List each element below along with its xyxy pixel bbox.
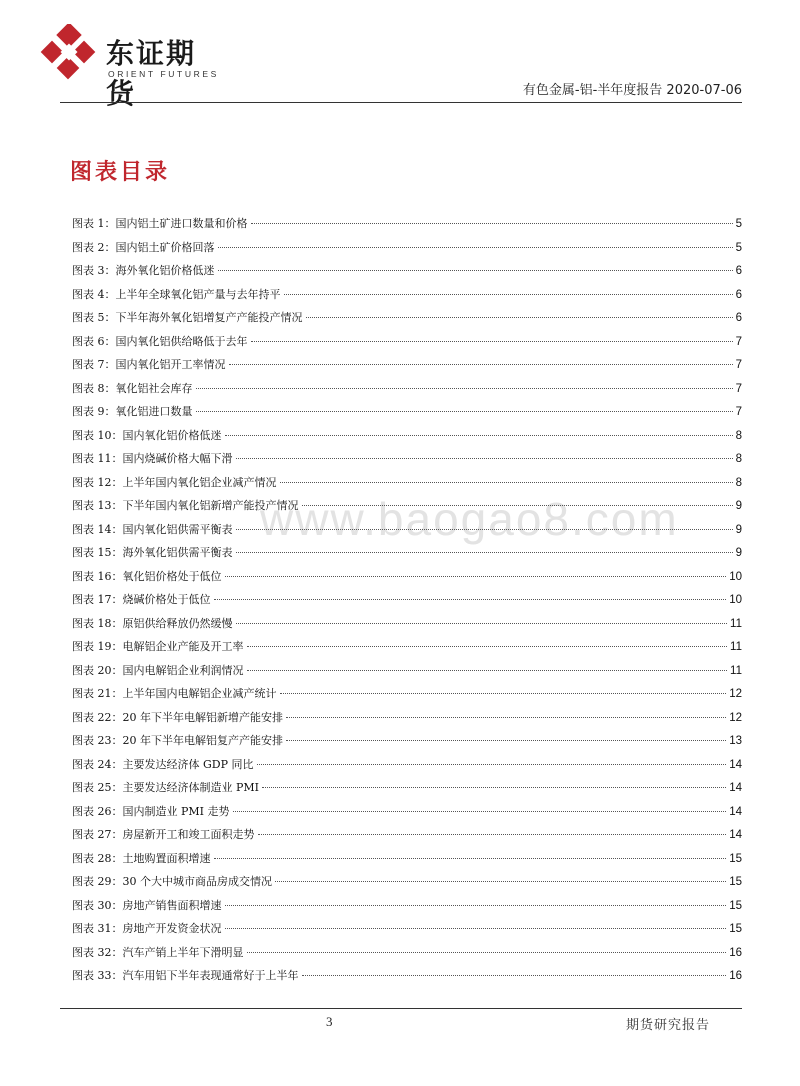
toc-entry[interactable]: [72, 873, 742, 897]
logo-english-name: ORIENT FUTURES: [108, 69, 219, 79]
toc-entry[interactable]: [72, 262, 742, 286]
toc-entry-page[interactable]: 12: [729, 711, 742, 724]
toc-entry[interactable]: [72, 474, 742, 498]
toc-dot-leader: [280, 482, 733, 483]
toc-entry-page[interactable]: 15: [729, 852, 742, 865]
toc-entry[interactable]: [72, 779, 742, 803]
toc-entry[interactable]: [72, 215, 742, 239]
toc-entry-page[interactable]: 5: [735, 218, 742, 230]
toc-dot-leader: [284, 294, 733, 295]
footer-divider: [60, 1008, 742, 1009]
footer-tag: 期货研究报告: [625, 1018, 710, 1033]
toc-entry-page[interactable]: 12: [729, 688, 742, 700]
toc-entry-page[interactable]: 10: [729, 594, 742, 606]
toc-entry[interactable]: [72, 239, 742, 263]
toc-entry[interactable]: [72, 591, 742, 615]
toc-entry[interactable]: [72, 380, 742, 404]
toc-entry-label[interactable]: 图表 21：上半年国内电解铝企业减产统计: [72, 687, 277, 700]
toc-dot-leader: [286, 740, 726, 741]
toc-dot-leader: [218, 247, 733, 248]
toc-entry-page[interactable]: 6: [735, 288, 742, 301]
toc-entry-label[interactable]: 图表 10：国内氧化铝价格低迷: [72, 428, 222, 442]
toc-entry-label[interactable]: 图表 5：下半年海外氧化铝增复产产能投产情况: [72, 311, 303, 324]
toc-entry-page[interactable]: 11: [730, 617, 742, 630]
toc-entry-label[interactable]: 图表 1：国内铝土矿进口数量和价格: [72, 217, 248, 230]
toc-entry-page[interactable]: 7: [735, 382, 742, 395]
toc-entry-page[interactable]: 8: [735, 429, 742, 442]
toc-entry-page[interactable]: 11: [730, 641, 742, 653]
toc-dot-leader: [214, 599, 727, 600]
toc-entry[interactable]: [72, 850, 742, 874]
toc-entry-label[interactable]: 图表 22：20 年下半年电解铝新增产能安排: [72, 710, 283, 724]
toc-entry-label[interactable]: 图表 24：主要发达经济体 GDP 同比: [72, 757, 254, 771]
toc-entry-label[interactable]: 图表 9：氧化铝进口数量: [72, 405, 193, 418]
toc-dot-leader: [225, 435, 733, 436]
table-of-figures: [72, 215, 742, 991]
logo-mark-icon: [40, 24, 98, 82]
company-logo: [40, 24, 220, 110]
toc-dot-leader: [229, 364, 733, 365]
toc-entry[interactable]: [72, 309, 742, 333]
toc-entry-page[interactable]: 9: [735, 523, 742, 536]
toc-entry[interactable]: [72, 568, 742, 592]
toc-entry[interactable]: [72, 662, 742, 686]
toc-entry-page[interactable]: 14: [729, 805, 742, 818]
toc-entry-label[interactable]: 图表 20：国内电解铝企业利润情况: [72, 663, 244, 677]
toc-entry-label[interactable]: 图表 17：烧碱价格处于低位: [72, 593, 211, 606]
toc-dot-leader: [258, 834, 727, 835]
toc-dot-leader: [286, 717, 726, 718]
toc-entry[interactable]: [72, 920, 742, 944]
toc-entry-label[interactable]: 图表 33：汽车用铝下半年表现通常好于上半年: [72, 969, 299, 982]
toc-entry-page[interactable]: 15: [729, 899, 742, 912]
toc-entry-label[interactable]: 图表 15：海外氧化铝供需平衡表: [72, 546, 233, 559]
toc-dot-leader: [218, 270, 733, 271]
toc-entry[interactable]: [72, 732, 742, 756]
toc-entry-label[interactable]: 图表 29：30 个大中城市商品房成交情况: [72, 875, 272, 888]
toc-entry-page[interactable]: 14: [729, 758, 742, 771]
toc-entry-label[interactable]: 图表 6：国内氧化铝供给略低于去年: [72, 334, 248, 348]
toc-entry-label[interactable]: 图表 7：国内氧化铝开工率情况: [72, 358, 226, 371]
toc-entry[interactable]: [72, 615, 742, 639]
header-divider: [60, 102, 742, 103]
toc-dot-leader: [302, 505, 733, 506]
toc-entry[interactable]: [72, 356, 742, 380]
toc-dot-leader: [225, 928, 727, 929]
toc-entry[interactable]: [72, 967, 742, 991]
toc-entry[interactable]: [72, 286, 742, 310]
toc-entry-label[interactable]: 图表 13：下半年国内氧化铝新增产能投产情况: [72, 499, 299, 512]
toc-entry-label[interactable]: 图表 8：氧化铝社会库存: [72, 381, 193, 395]
toc-dot-leader: [225, 905, 727, 906]
toc-dot-leader: [236, 623, 728, 624]
toc-title: 图表目录: [70, 159, 171, 185]
toc-entry-label[interactable]: 图表 25：主要发达经济体制造业 PMI: [72, 781, 259, 794]
toc-entry-label[interactable]: 图表 32：汽车产销上半年下滑明显: [72, 945, 244, 959]
toc-dot-leader: [257, 764, 727, 765]
page-header: [0, 0, 800, 110]
toc-entry-label[interactable]: 图表 3：海外氧化铝价格低迷: [72, 264, 215, 277]
toc-entry[interactable]: [72, 803, 742, 827]
toc-entry-label[interactable]: 图表 4：上半年全球氧化铝产量与去年持平: [72, 287, 281, 301]
toc-dot-leader: [251, 223, 733, 224]
page-number: 3: [326, 1014, 333, 1029]
toc-entry-label[interactable]: 图表 27：房屋新开工和竣工面积走势: [72, 828, 255, 841]
toc-entry-page[interactable]: 9: [735, 500, 742, 512]
toc-entry[interactable]: [72, 427, 742, 451]
toc-entry-label[interactable]: 图表 26：国内制造业 PMI 走势: [72, 804, 230, 818]
toc-entry-label[interactable]: 图表 23：20 年下半年电解铝复产产能安排: [72, 734, 283, 747]
toc-entry-page[interactable]: 14: [729, 829, 742, 841]
toc-entry[interactable]: [72, 333, 742, 357]
toc-entry-label[interactable]: 图表 30：房地产销售面积增速: [72, 898, 222, 912]
toc-entry[interactable]: [72, 897, 742, 921]
toc-dot-leader: [214, 858, 727, 859]
toc-entry-label[interactable]: 图表 11：国内烧碱价格大幅下滑: [72, 452, 233, 465]
logo-chinese-name: 东证期货: [106, 37, 197, 110]
toc-dot-leader: [196, 411, 733, 412]
toc-dot-leader: [247, 670, 728, 671]
toc-entry-page[interactable]: 8: [735, 476, 742, 489]
toc-entry-page[interactable]: 9: [735, 547, 742, 559]
toc-entry-page[interactable]: 6: [735, 265, 742, 277]
toc-entry-page[interactable]: 11: [730, 664, 742, 677]
toc-entry-page[interactable]: 5: [735, 241, 742, 254]
toc-entry-page[interactable]: 7: [735, 359, 742, 371]
toc-entry-label[interactable]: 图表 14：国内氧化铝供需平衡表: [72, 522, 233, 536]
toc-dot-leader: [251, 341, 733, 342]
toc-entry[interactable]: [72, 403, 742, 427]
toc-entry-page[interactable]: 13: [729, 735, 742, 747]
toc-dot-leader: [302, 975, 727, 976]
toc-entry-page[interactable]: 16: [729, 970, 742, 982]
toc-entry[interactable]: [72, 638, 742, 662]
toc-dot-leader: [225, 576, 727, 577]
toc-entry-label[interactable]: 图表 19：电解铝企业产能及开工率: [72, 640, 244, 653]
toc-entry-label[interactable]: 图表 12：上半年国内氧化铝企业减产情况: [72, 475, 277, 489]
toc-dot-leader: [275, 881, 726, 882]
toc-entry-label[interactable]: 图表 16：氧化铝价格处于低位: [72, 569, 222, 583]
toc-dot-leader: [247, 952, 727, 953]
toc-entry[interactable]: [72, 685, 742, 709]
toc-entry[interactable]: [72, 756, 742, 780]
toc-entry-page[interactable]: 16: [729, 946, 742, 959]
toc-entry[interactable]: [72, 544, 742, 568]
toc-entry-page[interactable]: 10: [729, 570, 742, 583]
toc-dot-leader: [233, 811, 727, 812]
toc-dot-leader: [280, 693, 727, 694]
report-tag: 有色金属-铝-半年度报告 2020-07-06: [522, 83, 742, 98]
toc-entry[interactable]: [72, 944, 742, 968]
toc-entry[interactable]: [72, 521, 742, 545]
toc-entry-page[interactable]: 15: [729, 876, 742, 888]
toc-dot-leader: [236, 552, 733, 553]
toc-entry-page[interactable]: 14: [729, 782, 742, 794]
toc-entry-page[interactable]: 6: [735, 312, 742, 324]
toc-dot-leader: [262, 787, 726, 788]
toc-entry-page[interactable]: 15: [729, 923, 742, 935]
toc-entry-page[interactable]: 7: [735, 406, 742, 418]
toc-entry[interactable]: [72, 450, 742, 474]
toc-dot-leader: [306, 317, 733, 318]
toc-entry[interactable]: [72, 826, 742, 850]
toc-entry-label[interactable]: 图表 28：土地购置面积增速: [72, 851, 211, 865]
toc-entry[interactable]: [72, 709, 742, 733]
toc-entry-page[interactable]: 8: [735, 453, 742, 465]
toc-dot-leader: [236, 529, 733, 530]
toc-entry[interactable]: [72, 497, 742, 521]
watermark: www.baogao8.com: [260, 493, 679, 545]
toc-entry-label[interactable]: 图表 2：国内铝土矿价格回落: [72, 240, 215, 254]
toc-dot-leader: [247, 646, 728, 647]
toc-entry-label[interactable]: 图表 31：房地产开发资金状况: [72, 922, 222, 935]
toc-dot-leader: [236, 458, 733, 459]
toc-entry-page[interactable]: 7: [735, 335, 742, 348]
toc-dot-leader: [196, 388, 733, 389]
toc-entry-label[interactable]: 图表 18：原铝供给释放仍然缓慢: [72, 616, 233, 630]
